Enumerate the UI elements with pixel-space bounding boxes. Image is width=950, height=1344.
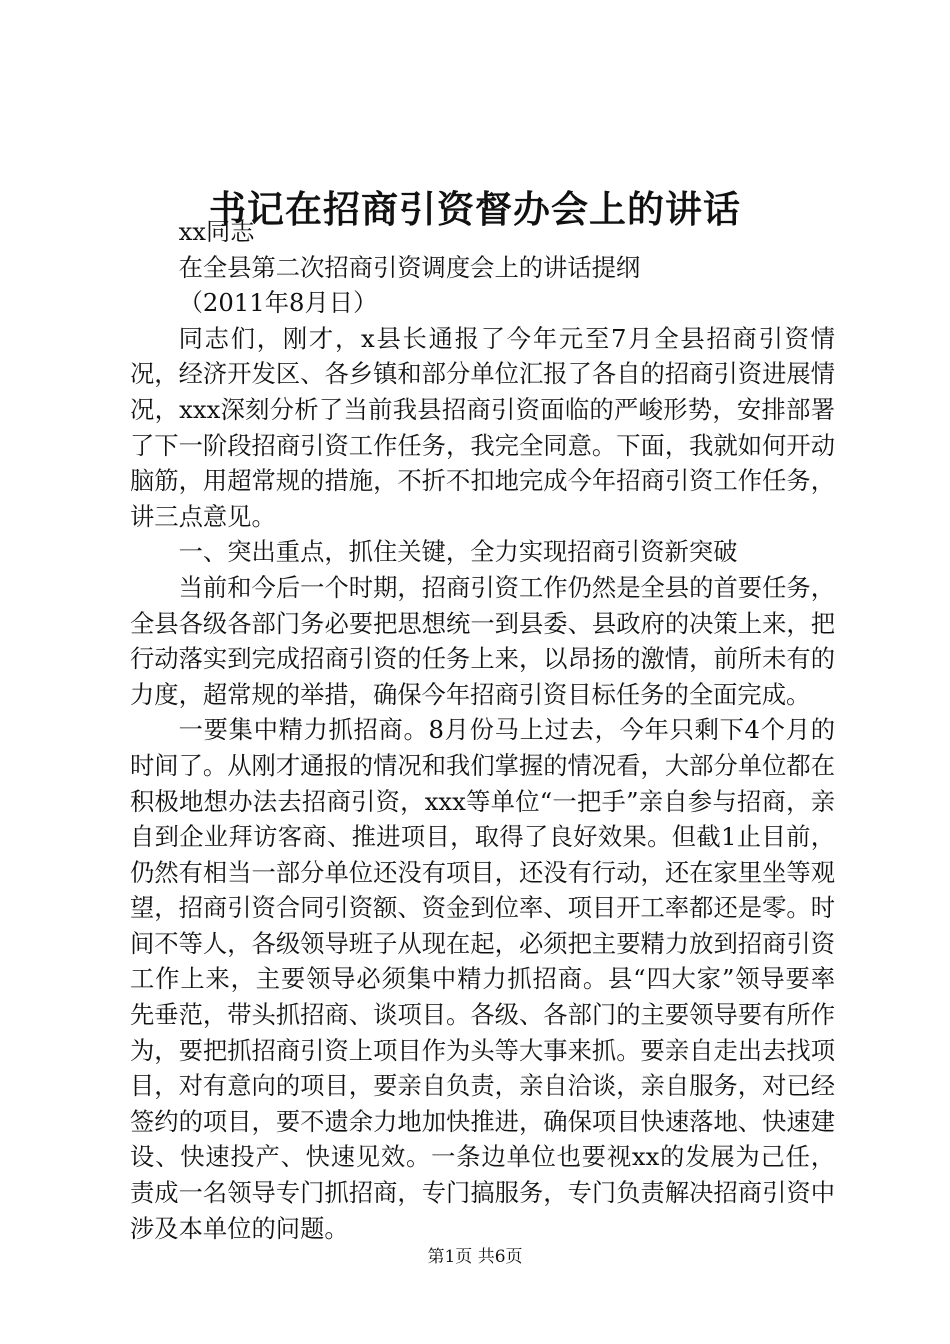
subtitle: 在全县第二次招商引资调度会上的讲话提纲 (178, 252, 641, 282)
section-heading: 一、突出重点，抓住关键，全力实现招商引资新突破 (178, 537, 738, 567)
paragraph-focus: 一要集中精力抓招商。8月份马上过去，今年只剩下4个月的时间了。从刚才通报的情况和我们掌握的情况看，大部分单位都在积极地想办法去招商引资，xxx等单位“一把手”亲自参与招商，亲自到企业拜访客商、推进项目，取得了良好效果。但截1止目前，仍然有相当一部分单位还没有项目，还没有行动，还在家里坐等观望，招商引资合同引资额、资金到位率、项目开工率都还是零。时间不等人，各级领导班子从现在起，必须把主要精力放到招商引资工作上来，主要领导必须集中精力抓招商。县“四大家”领导要率先垂范，带头抓招商、谈项目。各级、各部门的主要领导要有所作为，要把抓招商引资上项目作为头等大事来抓。要亲自走出去找项目，对有意向的项目，要亲自负责，亲自洽谈，亲自服务，对已经签约的项目，要不遗余力地加快推进，确保项目快速落地、快速建设、快速投产、快速见效。一条边单位也要视xx的发展为己任，责成一名领导专门抓招商，专门搞服务，专门负责解决招商引资中涉及本单位的问题。 (130, 715, 835, 1243)
document-title: 书记在招商引资督办会上的讲话 (209, 187, 741, 231)
page-footer: 第1页 共6页 (427, 1247, 523, 1267)
paragraph-priority: 当前和今后一个时期，招商引资工作仍然是全县的首要任务，全县各级各部门务必要把思想统一到县委、县政府的决策上来，把行动落实到完成招商引资的任务上来，以昂扬的激情，前所未有的力度，超常规的举措，确保今年招商引资目标任务的全面完成。 (130, 572, 835, 709)
date-line: （2011年8月日） (178, 288, 378, 318)
document-body (130, 214, 835, 1246)
salutation: xx同志 (178, 217, 255, 246)
paragraph-intro: 同志们，刚才，x县长通报了今年元至7月全县招商引资情况，经济开发区、各乡镇和部分单位汇报了各自的招商引资进展情况，xxx深刻分析了当前我县招商引资面临的严峻形势，安排部署了下一阶段招商引资工作任务，我完全同意。下面，我就如何开动脑筋，用超常规的措施，不折不扣地完成今年招商引资工作任务，讲三点意见。 (130, 323, 835, 531)
